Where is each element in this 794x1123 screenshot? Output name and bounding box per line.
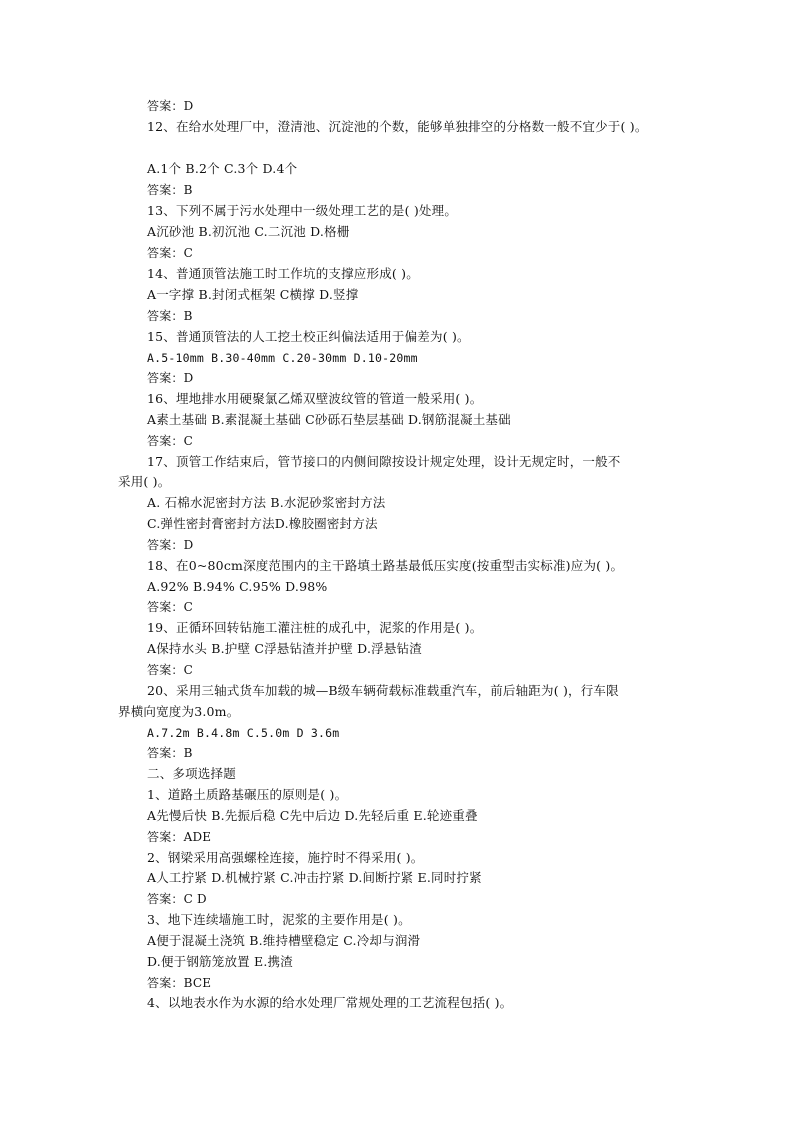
question-17-continuation: 采用( )。 bbox=[118, 474, 171, 489]
answer-line: 答案：B bbox=[147, 183, 193, 197]
answer-line: 答案：D bbox=[147, 538, 194, 552]
options-12: A.1个 B.2个 C.3个 D.4个 bbox=[147, 161, 298, 176]
answer-line: 答案：D bbox=[147, 99, 194, 113]
answer-line: 答案：C bbox=[147, 663, 193, 677]
question-13: 13、下列不属于污水处理中一级处理工艺的是( )处理。 bbox=[147, 203, 458, 218]
question-12: 12、在给水处理厂中，澄清池、沉淀池的个数，能够单独排空的分格数一般不宜少于( )。 bbox=[147, 119, 648, 134]
answer-line: 答案：D bbox=[147, 371, 194, 385]
question-20: 20、采用三轴式货车加载的城—B级车辆荷载标准载重汽车，前后轴距为( )，行车限 bbox=[147, 683, 619, 698]
question-19: 19、正循环回转钻施工灌注桩的成孔中，泥浆的作用是( )。 bbox=[147, 620, 483, 635]
multi-options-3-line2: D.便于钢筋笼放置 E.携渣 bbox=[147, 954, 293, 969]
answer-line: 答案：C D bbox=[147, 892, 207, 906]
answer-line: 答案：ADE bbox=[147, 830, 212, 844]
options-15: A.5-10mm B.30-40mm C.20-30mm D.10-20mm bbox=[147, 351, 418, 365]
answer-line: 答案：B bbox=[147, 746, 193, 760]
answer-line: 答案：B bbox=[147, 309, 193, 323]
answer-line: 答案：C bbox=[147, 600, 193, 614]
question-18: 18、在0~80cm深度范围内的主干路填土路基最低压实度(按重型击实标准)应为( )。 bbox=[147, 558, 624, 573]
question-16: 16、埋地排水用硬聚氯乙烯双壁波纹管的管道一般采用( )。 bbox=[147, 391, 483, 406]
multi-options-1: A先慢后快 B.先振后稳 C先中后边 D.先轻后重 E.轮迹重叠 bbox=[147, 808, 478, 823]
options-19: A保持水头 B.护壁 C浮悬钻渣并护壁 D.浮悬钻渣 bbox=[147, 641, 422, 656]
answer-line: 答案：BCE bbox=[147, 976, 212, 990]
question-15: 15、普通顶管法的人工挖土校正纠偏法适用于偏差为( )。 bbox=[147, 329, 470, 344]
answer-line: 答案：C bbox=[147, 434, 193, 448]
question-14: 14、普通顶管法施工时工作坑的支撑应形成( )。 bbox=[147, 266, 419, 281]
options-17-line2: C.弹性密封膏密封方法D.橡胶圈密封方法 bbox=[147, 516, 378, 531]
multi-options-3-line1: A便于混凝土浇筑 B.维持槽壁稳定 C.冷却与润滑 bbox=[147, 933, 421, 948]
multi-question-4: 4、以地表水作为水源的给水处理厂常规处理的工艺流程包括( )。 bbox=[147, 995, 513, 1010]
options-18: A.92% B.94% C.95% D.98% bbox=[147, 579, 328, 594]
options-20: A.7.2m B.4.8m C.5.0m D 3.6m bbox=[147, 726, 340, 740]
multi-question-1: 1、道路土质路基碾压的原则是( )。 bbox=[147, 787, 348, 802]
multi-question-3: 3、地下连续墙施工时，泥浆的主要作用是( )。 bbox=[147, 912, 411, 927]
answer-line: 答案：C bbox=[147, 246, 193, 260]
question-17: 17、顶管工作结束后，管节接口的内侧间隙按设计规定处理，设计无规定时，一般不 bbox=[147, 454, 621, 469]
options-17-line1: A. 石棉水泥密封方法 B.水泥砂浆密封方法 bbox=[147, 495, 386, 510]
options-13: A沉砂池 B.初沉池 C.二沉池 D.格栅 bbox=[147, 224, 350, 239]
question-20-continuation: 界横向宽度为3.0m。 bbox=[118, 704, 240, 719]
options-16: A素土基础 B.素混凝土基础 C砂砾石垫层基础 D.钢筋混凝土基础 bbox=[147, 412, 511, 427]
multi-options-2: A人工拧紧 D.机械拧紧 C.冲击拧紧 D.间断拧紧 E.同时拧紧 bbox=[147, 870, 482, 885]
section-heading: 二、多项选择题 bbox=[147, 766, 236, 781]
multi-question-2: 2、钢梁采用高强螺栓连接，施拧时不得采用( )。 bbox=[147, 850, 424, 865]
options-14: A一字撑 B.封闭式框架 C横撑 D.竖撑 bbox=[147, 287, 359, 302]
